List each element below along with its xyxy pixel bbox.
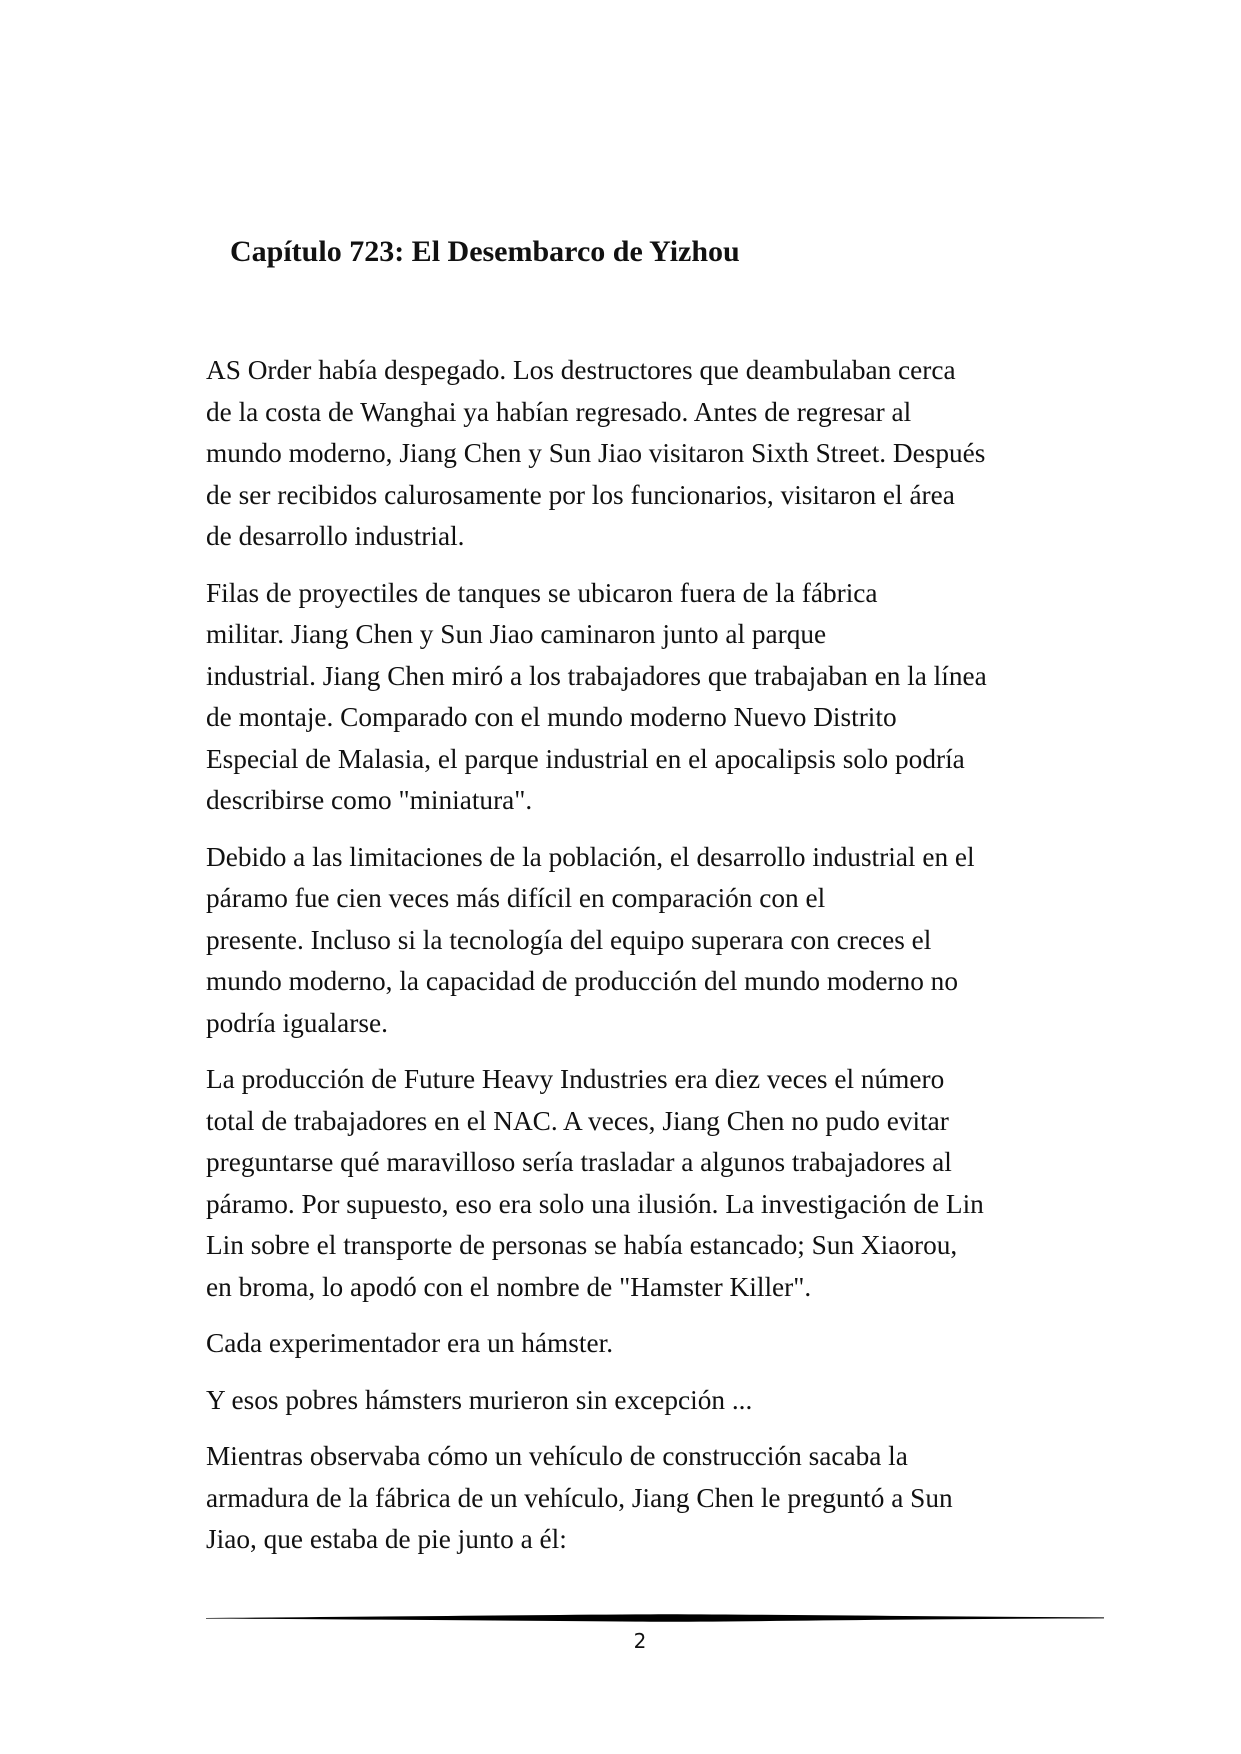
text-line: Debido a las limitaciones de la población, el desarrollo industrial en el xyxy=(206,841,975,872)
text-line: AS Order había despegado. Los destructores que deambulaban cerca xyxy=(206,355,956,385)
text-line: armadura de la fábrica de un vehículo, Jiang Chen le preguntó a Sun xyxy=(206,1482,953,1513)
page-number: 2 xyxy=(633,1629,647,1653)
text-line: Y esos pobres hámsters murieron sin excepción ... xyxy=(206,1384,753,1415)
footer-rule xyxy=(206,1614,1104,1622)
text-line: Mientras observaba cómo un vehículo de construcción sacaba la xyxy=(206,1441,908,1471)
text-line: en broma, lo apodó con el nombre de "Hamster Killer". xyxy=(206,1271,812,1302)
text-line: páramo fue cien veces más difícil en comparación con el xyxy=(206,883,826,913)
paragraph xyxy=(206,1436,1066,1561)
text-line: mundo moderno, Jiang Chen y Sun Jiao visitaron Sixth Street. Después xyxy=(206,438,986,468)
text-line: preguntarse qué maravilloso sería trasladar a algunos trabajadores al xyxy=(206,1147,952,1177)
text-line: de ser recibidos calurosamente por los funcionarios, visitaron el área xyxy=(206,479,955,510)
paragraph xyxy=(206,350,1066,558)
text-line: La producción de Future Heavy Industries era diez veces el número xyxy=(206,1064,945,1094)
text-line: mundo moderno, la capacidad de producción del mundo moderno no xyxy=(206,966,958,996)
text-line: de desarrollo industrial. xyxy=(206,521,465,551)
text-line: de la costa de Wanghai ya habían regresado. Antes de regresar al xyxy=(206,396,912,427)
text-line: Lin sobre el transporte de personas se había estancado; Sun Xiaorou, xyxy=(206,1230,958,1260)
text-line: presente. Incluso si la tecnología del equipo superara con creces el xyxy=(206,924,932,955)
paragraph xyxy=(206,837,1066,1045)
paragraph xyxy=(206,1323,1066,1365)
text-line: Cada experimentador era un hámster. xyxy=(206,1328,614,1358)
paragraph xyxy=(206,573,1066,822)
text-line: total de trabajadores en el NAC. A veces, Jiang Chen no pudo evitar xyxy=(206,1105,949,1136)
paragraph xyxy=(206,1059,1066,1308)
text-line: Jiao, que estaba de pie junto a él: xyxy=(206,1524,567,1554)
text-line: de montaje. Comparado con el mundo moderno Nuevo Distrito xyxy=(206,702,897,732)
text-line: páramo. Por supuesto, eso era solo una ilusión. La investigación de Lin xyxy=(206,1188,984,1219)
chapter-title: Capítulo 723: El Desembarco de Yizhou xyxy=(230,235,740,268)
chapter-body xyxy=(206,350,1066,1576)
text-line: Filas de proyectiles de tanques se ubicaron fuera de la fábrica xyxy=(206,577,878,608)
text-line: industrial. Jiang Chen miró a los trabajadores que trabajaban en la línea xyxy=(206,660,987,691)
text-line: militar. Jiang Chen y Sun Jiao caminaron junto al parque xyxy=(206,619,827,649)
paragraph xyxy=(206,1380,1066,1422)
text-line: Especial de Malasia, el parque industrial en el apocalipsis solo podría xyxy=(206,743,965,774)
text-line: podría igualarse. xyxy=(206,1007,388,1038)
footer-rule-stroke xyxy=(206,1614,1104,1622)
text-line: describirse como "miniatura". xyxy=(206,785,533,815)
